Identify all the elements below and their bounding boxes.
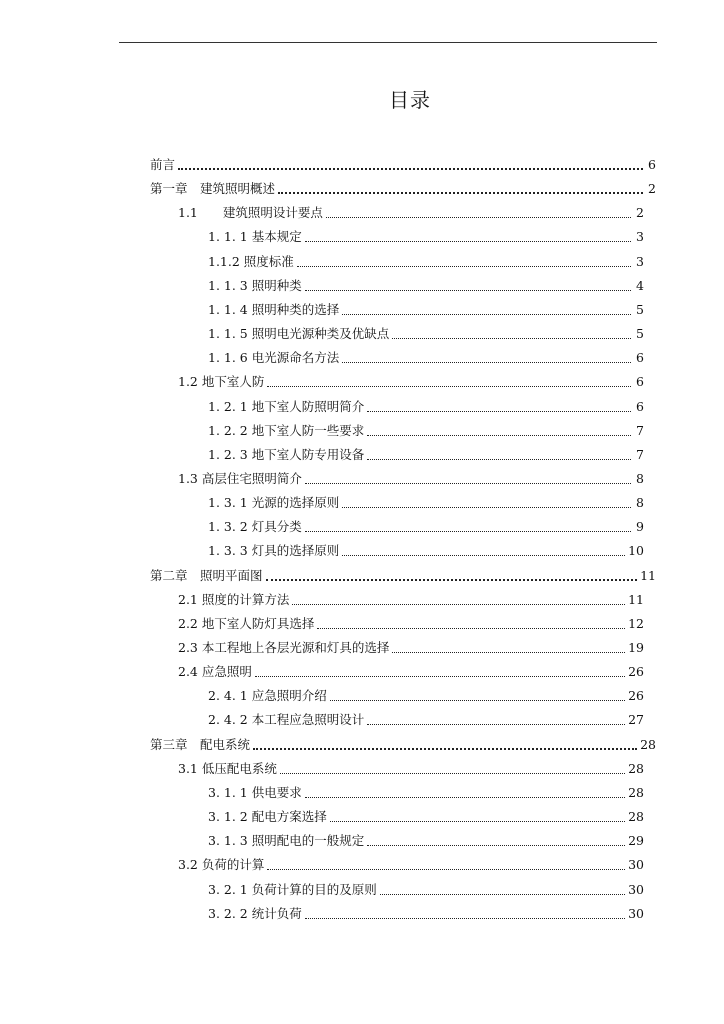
toc-entry-page-number: 11 <box>640 567 656 583</box>
toc-entry-label: 1. 2. 2 地下室人防一些要求 <box>208 422 365 438</box>
toc-entry[interactable] <box>208 298 644 322</box>
toc-entry-label: 2.1 照度的计算方法 <box>178 591 290 607</box>
toc-entry[interactable] <box>208 419 644 443</box>
toc-dot-leader <box>342 346 631 370</box>
toc-entry[interactable] <box>208 902 644 926</box>
toc-dot-leader <box>342 491 631 515</box>
toc-entry-page-number: 5 <box>636 301 644 317</box>
toc-entry-label: 2. 4. 1 应急照明介绍 <box>208 688 327 704</box>
toc-entry-page-number: 28 <box>640 736 656 752</box>
toc-dot-leader <box>305 274 631 298</box>
toc-dot-leader <box>367 395 631 419</box>
toc-entry-page-number: 4 <box>636 277 644 293</box>
toc-entry[interactable] <box>150 564 656 588</box>
toc-entry-page-number: 28 <box>628 784 644 800</box>
toc-entry[interactable] <box>150 153 656 177</box>
toc-dot-leader <box>305 225 631 249</box>
toc-entry-page-number: 7 <box>636 422 644 438</box>
toc-entry-page-number: 11 <box>628 591 644 607</box>
toc-entry[interactable] <box>178 636 644 660</box>
toc-entry[interactable] <box>208 805 644 829</box>
toc-entry[interactable] <box>208 274 644 298</box>
toc-entry-page-number: 3 <box>636 253 644 269</box>
toc-dot-leader <box>305 467 631 491</box>
toc-entry-page-number: 10 <box>628 543 644 559</box>
toc-entry-label: 1. 2. 1 地下室人防照明简介 <box>208 398 365 414</box>
toc-entry-label: 3.1 低压配电系统 <box>178 760 277 776</box>
toc-entry[interactable] <box>208 250 644 274</box>
toc-entry-label: 1. 1. 3 照明种类 <box>208 277 302 293</box>
toc-entry-label: 1. 3. 3 灯具的选择原则 <box>208 543 340 559</box>
toc-entry-page-number: 2 <box>636 205 644 221</box>
toc-entry-label: 1. 1. 1 基本规定 <box>208 229 302 245</box>
toc-dot-leader <box>342 298 631 322</box>
toc-entry[interactable] <box>178 757 644 781</box>
toc-dot-leader <box>178 153 643 177</box>
toc-entry-page-number: 5 <box>636 326 644 342</box>
toc-entry[interactable] <box>208 443 644 467</box>
toc-entry[interactable] <box>208 829 644 853</box>
toc-entry-label: 1. 2. 3 地下室人防专用设备 <box>208 446 365 462</box>
toc-entry[interactable] <box>208 515 644 539</box>
toc-dot-leader <box>267 853 625 877</box>
toc-entry[interactable] <box>208 322 644 346</box>
toc-entry[interactable] <box>178 588 644 612</box>
toc-entry[interactable] <box>208 539 644 563</box>
toc-entry-page-number: 6 <box>636 374 644 390</box>
toc-dot-leader <box>367 419 631 443</box>
toc-entry[interactable] <box>178 370 644 394</box>
toc-entry-label: 1. 1. 6 电光源命名方法 <box>208 350 340 366</box>
toc-dot-leader <box>305 515 631 539</box>
toc-entry[interactable] <box>208 781 644 805</box>
toc-entry-label: 1. 3. 2 灯具分类 <box>208 519 302 535</box>
toc-dot-leader <box>367 708 625 732</box>
toc-entry-label: 第二章 照明平面图 <box>150 567 263 583</box>
toc-entry-label: 1.2 地下室人防 <box>178 374 265 390</box>
toc-dot-leader <box>326 201 631 225</box>
toc-entry-label: 3. 2. 1 负荷计算的目的及原则 <box>208 881 377 897</box>
toc-entry-page-number: 9 <box>636 519 644 535</box>
toc-entry-page-number: 30 <box>628 881 644 897</box>
toc-dot-leader <box>297 250 631 274</box>
toc-entry-page-number: 8 <box>636 495 644 511</box>
toc-entry-page-number: 30 <box>628 857 644 873</box>
toc-dot-leader <box>305 902 625 926</box>
toc-entry[interactable] <box>178 201 644 225</box>
toc-entry-label: 2.2 地下室人防灯具选择 <box>178 615 315 631</box>
toc-entry[interactable] <box>208 395 644 419</box>
toc-entry[interactable] <box>178 660 644 684</box>
toc-entry-page-number: 7 <box>636 446 644 462</box>
toc-entry[interactable] <box>208 346 644 370</box>
toc-entry-page-number: 6 <box>636 350 644 366</box>
toc-entry-label: 1.3 高层住宅照明简介 <box>178 470 302 486</box>
toc-dot-leader <box>267 370 631 394</box>
toc-dot-leader <box>317 612 625 636</box>
toc-entry-page-number: 19 <box>628 640 644 655</box>
toc-entry-label: 1. 1. 5 照明电光源种类及优缺点 <box>208 326 390 342</box>
toc-dot-leader <box>380 878 625 902</box>
toc-dot-leader <box>280 757 625 781</box>
toc-dot-leader <box>305 781 625 805</box>
toc-entry-page-number: 2 <box>648 181 656 197</box>
toc-entry-label: 3.2 负荷的计算 <box>178 857 265 873</box>
toc-entry-page-number: 12 <box>628 615 644 631</box>
toc-entry[interactable] <box>208 878 644 902</box>
toc-entry-page-number: 28 <box>628 809 644 825</box>
toc-entry-label: 2.3 本工程地上各层光源和灯具的选择 <box>178 640 390 655</box>
toc-dot-leader <box>367 443 631 467</box>
toc-entry[interactable] <box>178 467 644 491</box>
toc-entry-page-number: 6 <box>648 157 656 172</box>
toc-entry[interactable] <box>178 853 644 877</box>
toc-entry-page-number: 28 <box>628 760 644 776</box>
toc-entry-label: 2. 4. 2 本工程应急照明设计 <box>208 712 365 728</box>
toc-entry[interactable] <box>150 177 656 201</box>
toc-entry[interactable] <box>208 491 644 515</box>
toc-dot-leader <box>278 177 643 201</box>
toc-entry-page-number: 27 <box>628 712 644 728</box>
toc-entry-label: 3. 1. 1 供电要求 <box>208 784 302 800</box>
toc-entry-page-number: 6 <box>636 398 644 414</box>
toc-entry[interactable] <box>208 684 644 708</box>
toc-entry-label: 3. 1. 2 配电方案选择 <box>208 809 327 825</box>
toc-dot-leader <box>330 805 625 829</box>
toc-entry-page-number: 3 <box>636 229 644 245</box>
toc-entry-label: 1.1.2 照度标准 <box>208 253 294 269</box>
toc-dot-leader <box>392 636 625 660</box>
toc-entry[interactable] <box>208 225 644 249</box>
toc-dot-leader <box>367 829 625 853</box>
toc-entry-label: 第一章 建筑照明概述 <box>150 181 276 197</box>
toc-entry[interactable] <box>178 612 644 636</box>
toc-dot-leader <box>342 539 625 563</box>
toc-dot-leader <box>292 588 625 612</box>
toc-entry[interactable] <box>150 733 656 757</box>
toc-dot-leader <box>255 660 625 684</box>
toc-entry-label: 前言 <box>150 157 176 172</box>
toc-entry-label: 第三章 配电系统 <box>150 736 251 752</box>
toc-dot-leader <box>266 564 638 588</box>
toc-entry-label: 2.4 应急照明 <box>178 664 252 680</box>
toc-dot-leader <box>253 733 637 757</box>
page-title: 目录 <box>389 88 431 112</box>
toc-entry-label: 3. 1. 3 照明配电的一般规定 <box>208 833 365 849</box>
toc-entry-page-number: 26 <box>628 664 644 680</box>
toc-dot-leader <box>330 684 625 708</box>
toc-entry-page-number: 30 <box>628 905 644 921</box>
header-rule <box>119 42 657 43</box>
toc-entry-label: 3. 2. 2 统计负荷 <box>208 905 302 921</box>
toc-entry-page-number: 8 <box>636 470 644 486</box>
toc-entry[interactable] <box>208 708 644 732</box>
toc-dot-leader <box>392 322 631 346</box>
toc-entry-page-number: 26 <box>628 688 644 704</box>
toc-entry-label: 1. 3. 1 光源的选择原则 <box>208 495 340 511</box>
toc-entry-page-number: 29 <box>628 833 644 849</box>
toc-entry-label: 1.1 建筑照明设计要点 <box>178 205 323 221</box>
toc-entry-label: 1. 1. 4 照明种类的选择 <box>208 301 340 317</box>
